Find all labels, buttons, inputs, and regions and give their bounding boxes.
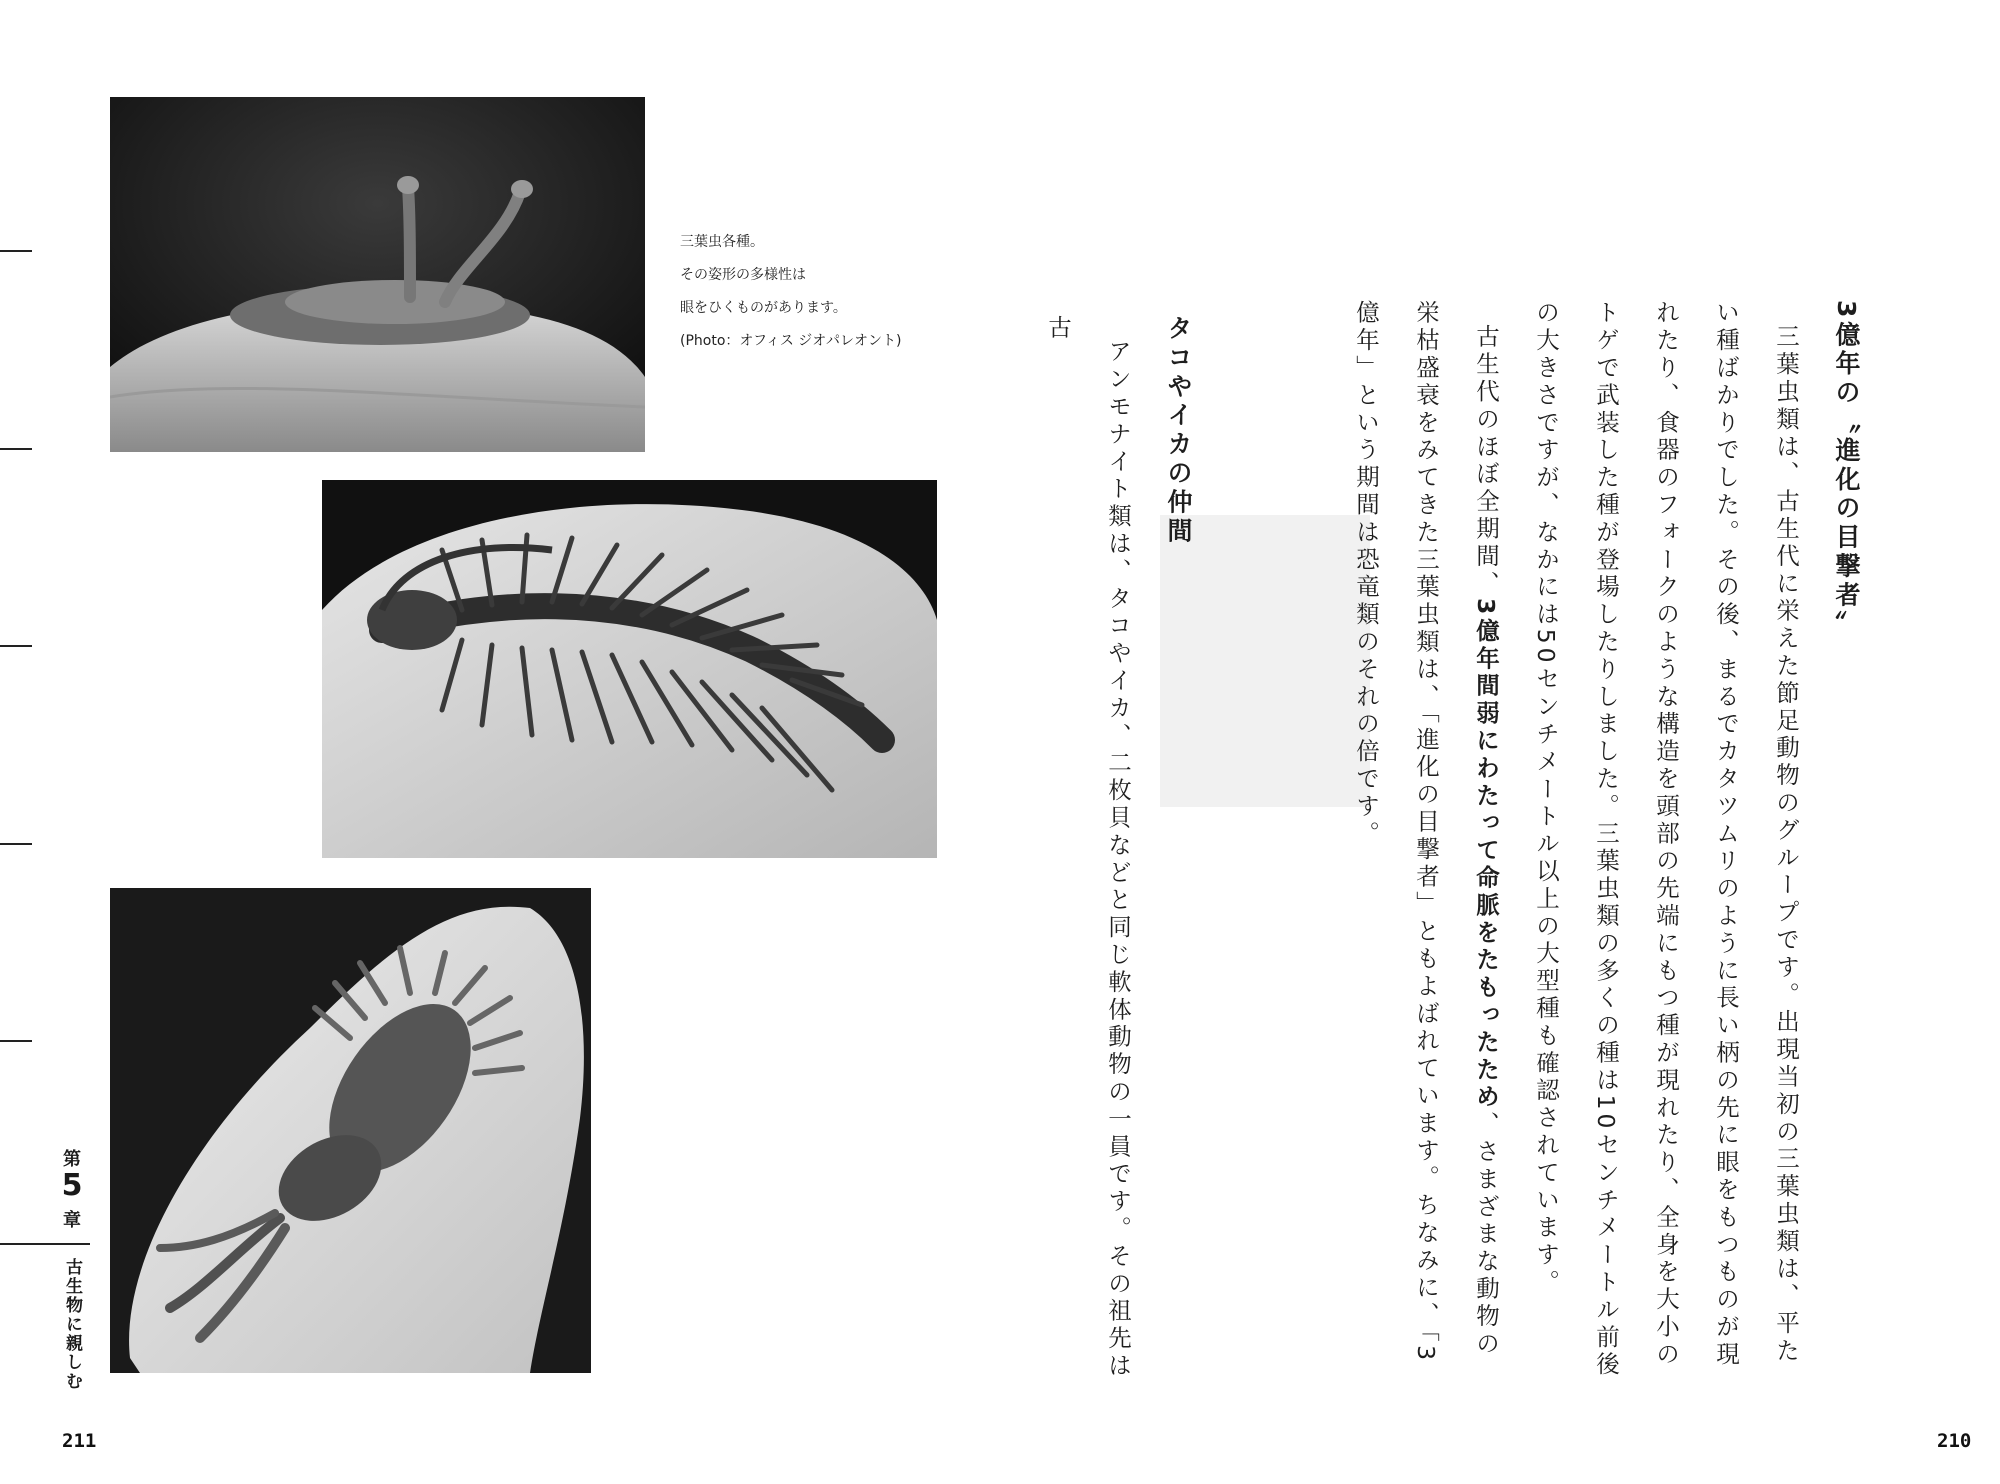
caption-line: その姿形の多様性は xyxy=(680,267,806,283)
chapter-divider xyxy=(0,1243,90,1245)
paragraph-bold-text: 3億年間弱にわたって命脈をたもったため xyxy=(1472,597,1500,1111)
page-number-right: 210 xyxy=(1937,1430,1972,1452)
trilobite-stalked-eyes-photo xyxy=(110,97,645,452)
caption-line: 三葉虫各種。 xyxy=(680,234,764,250)
paragraph-text: 古生代のほぼ全期間、 xyxy=(1472,323,1500,598)
section-heading: 3億年の〝進化の目撃者〟 xyxy=(1832,300,1861,640)
chapter-title: 古生物に親しむ xyxy=(62,1258,82,1391)
trilobite-fork-photo xyxy=(110,888,591,1373)
caption-line: 眼をひくものがあります。 xyxy=(680,300,847,316)
caption-credit: (Photo：オフィス ジオパレオント) xyxy=(680,333,902,349)
section-heading: タコやイカの仲間 xyxy=(1164,315,1193,547)
margin-tick xyxy=(0,1040,32,1042)
paragraph: アンモナイト類は、タコやイカ、二枚貝などと同じ軟体動物の一員です。その祖先は古 xyxy=(1044,315,1132,1380)
trilobite-spiny-photo xyxy=(322,480,937,858)
article-section-evolution xyxy=(1336,300,1876,1380)
chapter-number: 5 xyxy=(61,1168,83,1203)
paragraph-text: 、さまざまな動物の栄枯盛衰をみてきた三葉虫類は、「進化の目撃者」ともよばれています。ちなみに、「3億年」という期間は恐竜類のそれの倍です。 xyxy=(1352,300,1500,1364)
paragraph: 三葉虫類は、古生代に栄えた節足動物のグループです。出現当初の三葉虫類は、平たい種ばかりでした。その後、まるでカタツムリのように長い柄の先に眼をもつものが現れたり、食器のフォークのような構造を頭部の先端にもつ種が現れたり、全身を大小のトゲで武装した種が登場したりしました。三葉虫類の多くの種は10センチメートル前後の大きさですが、なかには50センチメートル以上の大型種も確認されています。 xyxy=(1532,300,1800,1379)
chapter-suffix: 章 xyxy=(63,1210,81,1231)
chapter-prefix: 第 xyxy=(63,1149,81,1170)
paragraph xyxy=(1336,300,1516,1380)
margin-tick xyxy=(0,843,32,845)
photo-caption xyxy=(680,226,940,358)
page-number-left: 211 xyxy=(62,1430,97,1452)
article-section-cephalopods xyxy=(1028,315,1208,1380)
margin-tick xyxy=(0,250,32,252)
margin-tick xyxy=(0,645,32,647)
margin-tick xyxy=(0,448,32,450)
